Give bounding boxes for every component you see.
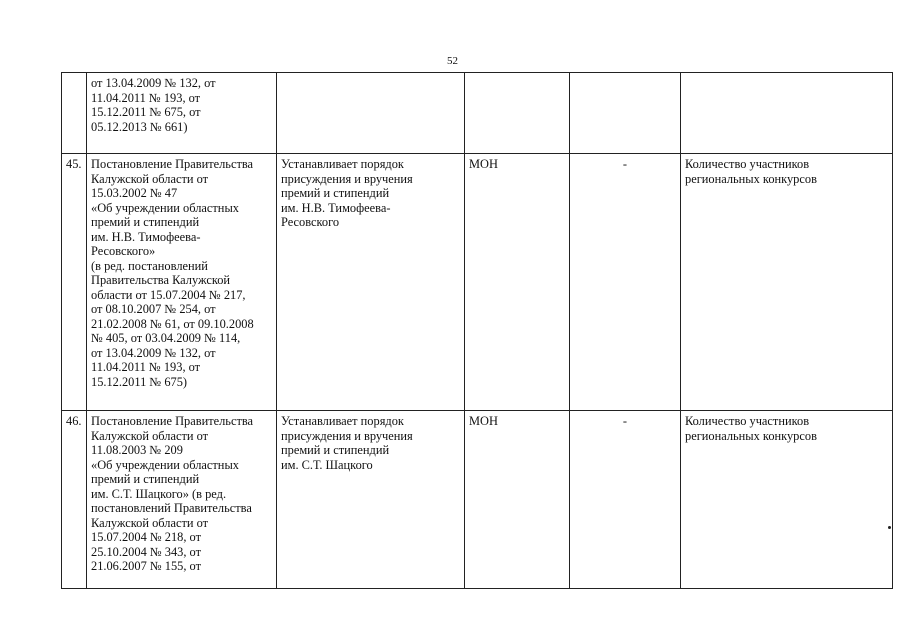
document-line: «Об учреждении областных	[91, 200, 239, 215]
purpose-line: премий и стипендий	[281, 443, 390, 457]
document-cell	[87, 73, 277, 154]
col5-cell	[570, 73, 681, 154]
document-line: премий и стипендий	[91, 472, 200, 486]
purpose-cell	[277, 154, 465, 411]
document-cell	[87, 154, 277, 411]
purpose-line: Устанавливает порядок	[281, 414, 404, 428]
purpose-line: им. С.Т. Шацкого	[281, 457, 373, 472]
document-line: (в ред. постановлений	[91, 258, 208, 273]
col5-cell: -	[570, 411, 681, 589]
document-line: 21.06.2007 № 155, от	[91, 559, 202, 573]
document-line: «Об учреждении областных	[91, 457, 239, 472]
responsible-cell: МОН	[465, 411, 570, 589]
purpose-cell	[277, 411, 465, 589]
document-line: Ресовского»	[91, 244, 156, 258]
document-line: Постановление Правительства	[91, 157, 254, 171]
responsible-cell	[465, 73, 570, 154]
document-line: Правительства Калужской	[91, 273, 231, 287]
indicator-line: региональных конкурсов	[685, 428, 817, 443]
regulations-table	[61, 72, 893, 589]
document-line: 05.12.2013 № 661)	[91, 119, 188, 134]
purpose-line: премий и стипендий	[281, 186, 390, 200]
document-line: постановлений Правительства	[91, 501, 252, 515]
page-number: 52	[447, 55, 458, 67]
document-line: Калужской области от	[91, 171, 209, 186]
indicator-line: Количество участников	[685, 414, 810, 428]
document-line: 11.04.2011 № 193, от	[91, 360, 201, 374]
document-line: 15.12.2011 № 675, от	[91, 105, 201, 119]
purpose-line: Ресовского	[281, 215, 340, 229]
document-line: 15.07.2004 № 218, от	[91, 530, 202, 544]
document-line: 25.10.2004 № 343, от	[91, 544, 202, 559]
document-line: 11.08.2003 № 209	[91, 443, 183, 457]
purpose-line: им. Н.В. Тимофеева-	[281, 200, 391, 215]
document-line: премий и стипендий	[91, 215, 200, 229]
document-cell	[87, 411, 277, 589]
indicator-cell	[681, 73, 893, 154]
purpose-cell	[277, 73, 465, 154]
scan-speck	[888, 526, 891, 529]
row-number-cell: 46.	[62, 411, 87, 589]
row-number-cell: 45.	[62, 154, 87, 411]
document-line: им. Н.В. Тимофеева-	[91, 229, 201, 244]
row-number-cell	[62, 73, 87, 154]
purpose-line: присуждения и вручения	[281, 428, 413, 443]
indicator-cell	[681, 411, 893, 589]
document-line: Калужской области от	[91, 515, 209, 530]
document-line: Калужской области от	[91, 428, 209, 443]
purpose-line: присуждения и вручения	[281, 171, 413, 186]
document-line: области от 15.07.2004 № 217,	[91, 287, 246, 302]
document-line: им. С.Т. Шацкого» (в ред.	[91, 486, 227, 501]
document-line: 21.02.2008 № 61, от 09.10.2008	[91, 316, 254, 331]
indicator-cell	[681, 154, 893, 411]
document-line: Постановление Правительства	[91, 414, 254, 428]
table-row	[62, 411, 893, 589]
indicator-line: региональных конкурсов	[685, 171, 817, 186]
document-line: от 13.04.2009 № 132, от	[91, 345, 216, 360]
purpose-line: Устанавливает порядок	[281, 157, 404, 171]
col5-cell: -	[570, 154, 681, 411]
document-line: 15.12.2011 № 675)	[91, 374, 188, 389]
document-line: от 08.10.2007 № 254, от	[91, 302, 216, 316]
document-line: № 405, от 03.04.2009 № 114,	[91, 331, 241, 345]
document-line: от 13.04.2009 № 132, от	[91, 76, 216, 90]
table-row	[62, 154, 893, 411]
table-row	[62, 73, 893, 154]
document-line: 11.04.2011 № 193, от	[91, 90, 201, 105]
indicator-line: Количество участников	[685, 157, 810, 171]
document-line: 15.03.2002 № 47	[91, 186, 178, 200]
responsible-cell: МОН	[465, 154, 570, 411]
